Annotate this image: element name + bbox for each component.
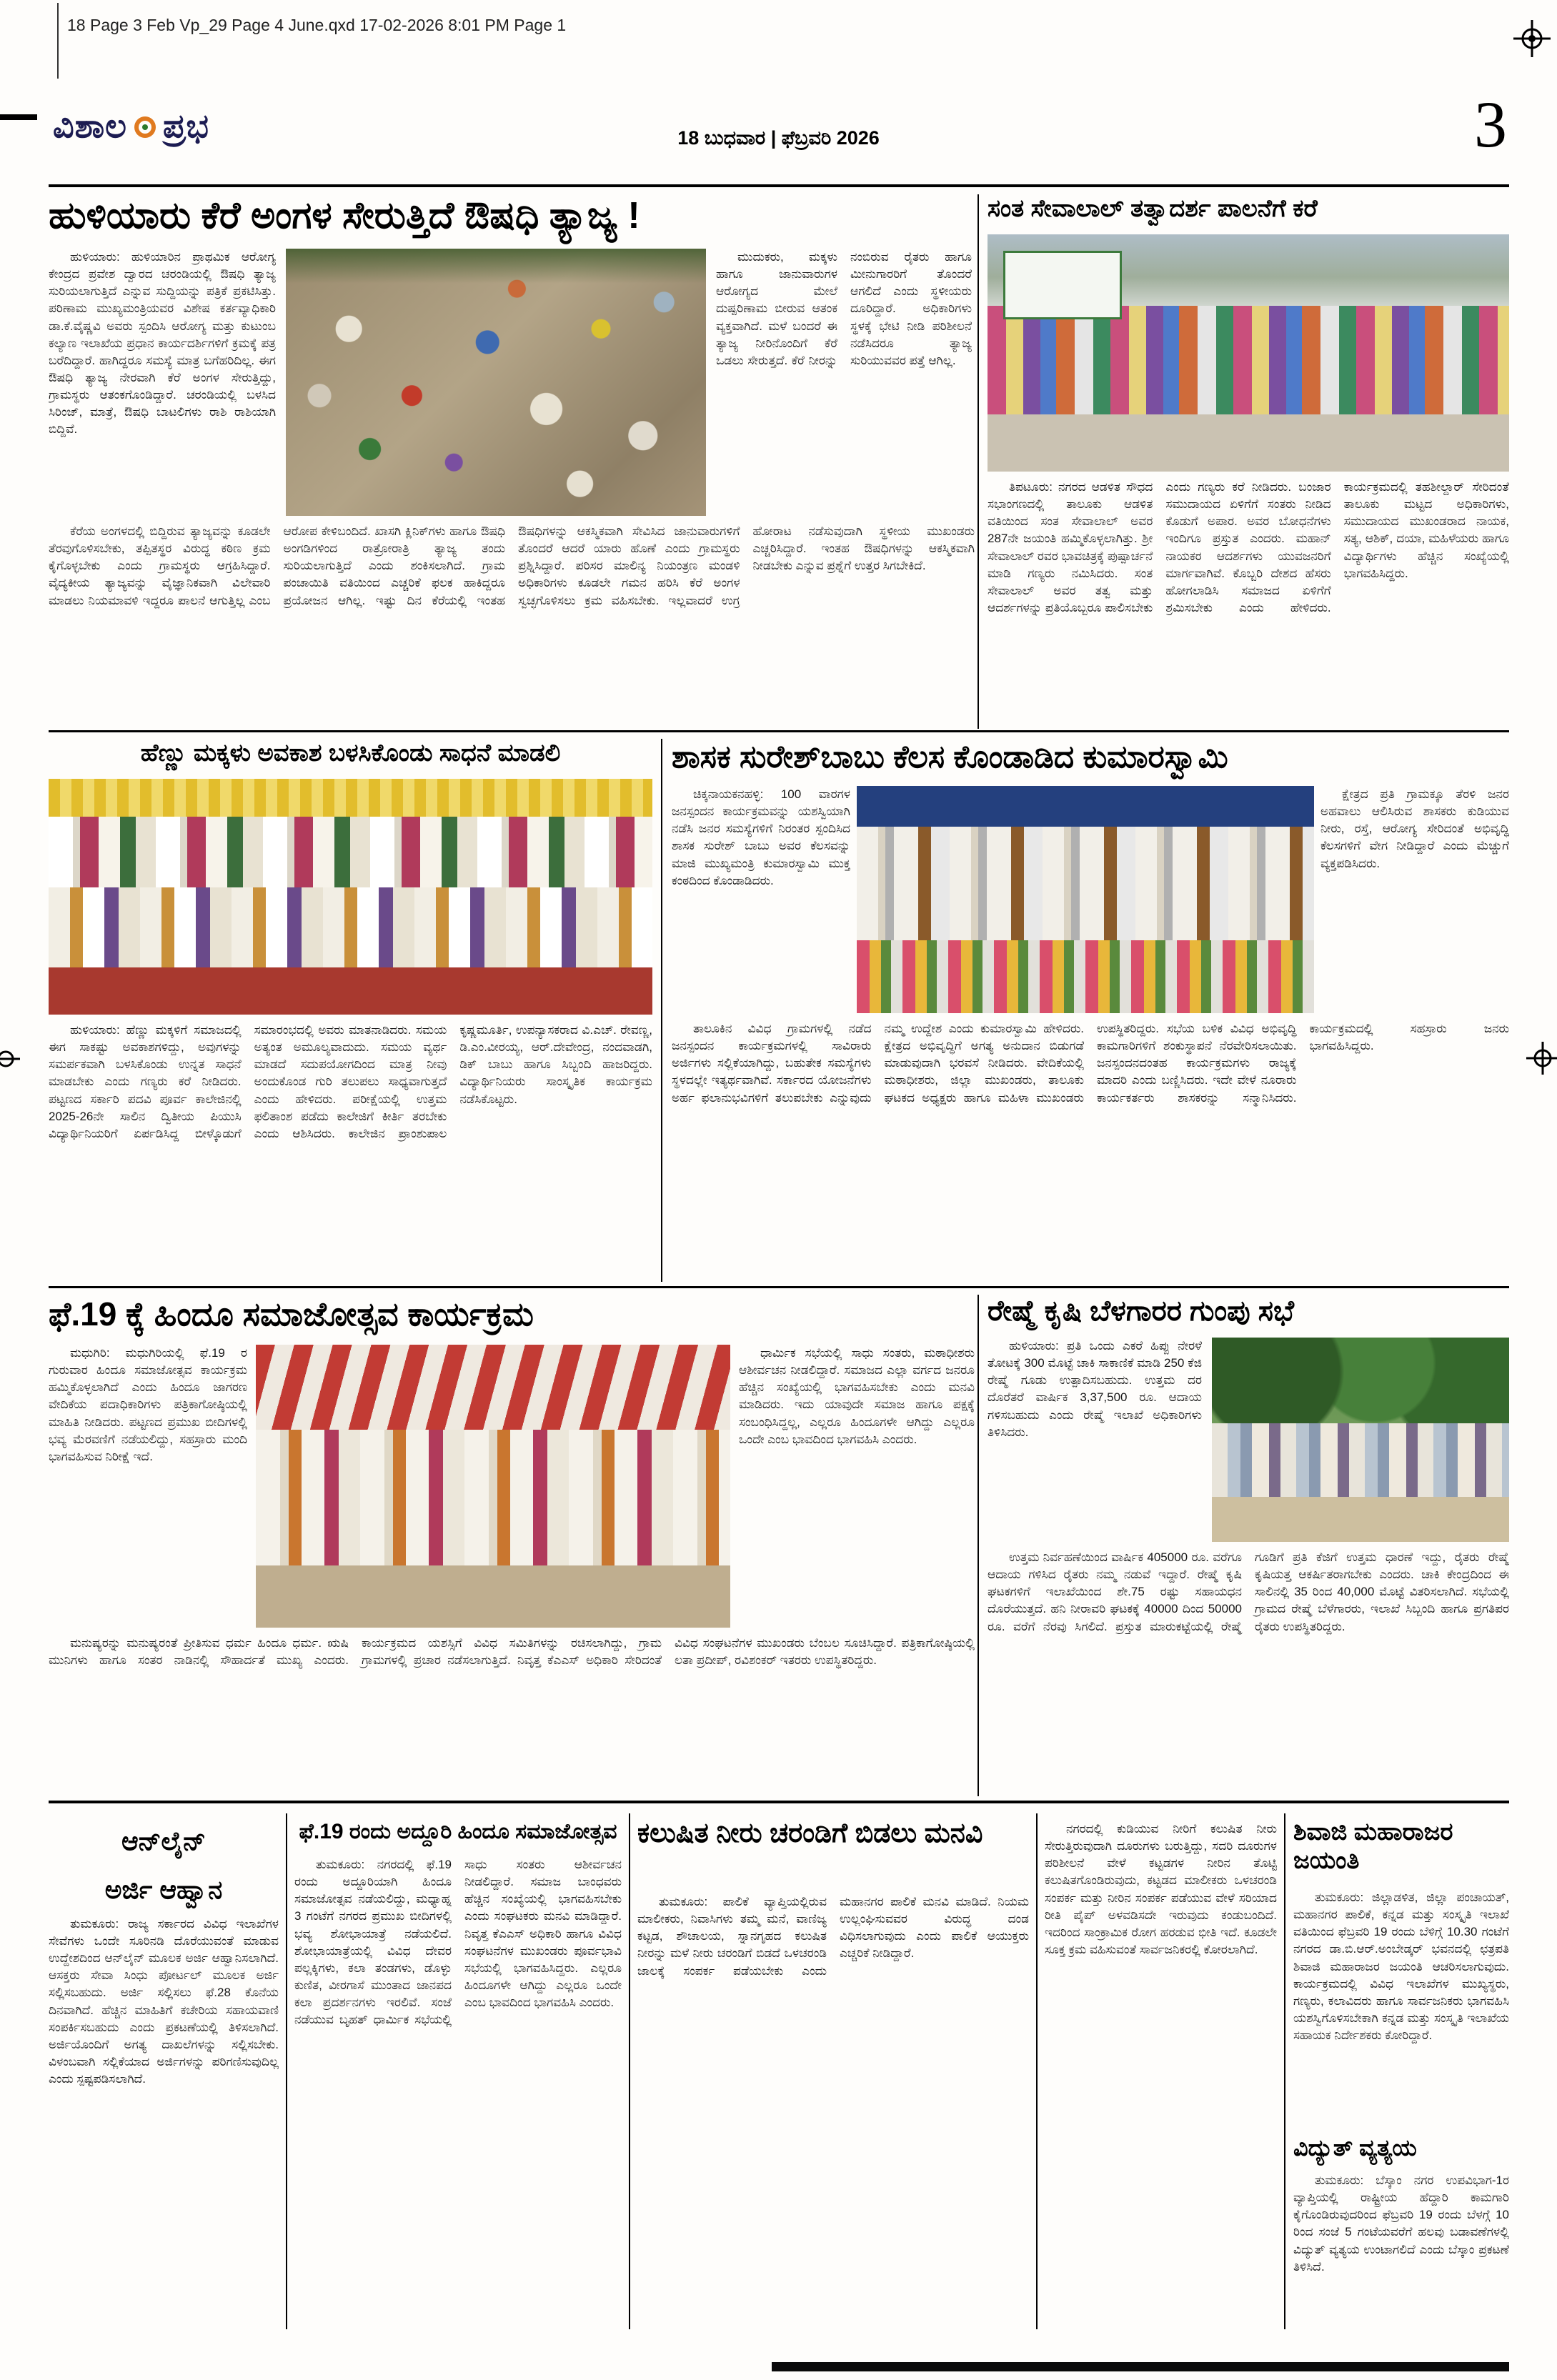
article-body: ತುಮಕೂರು: ಜಿಲ್ಲಾಡಳಿತ, ಜಿಲ್ಲಾ ಪಂಚಾಯತ್, ಮಹಾನಗರ ಪಾಲಿಕೆ, ಕನ್ನಡ ಮತ್ತು ಸಂಸ್ಕೃತಿ ಇಲಾಖೆ ವತಿಯಿಂದ ಫೆಬ್ರವರಿ 19 ರಂದು ಬೆಳಿಗ್ಗೆ 10.30 ಗಂಟೆಗೆ ನಗರದ ಡಾ.ಬಿ.ಆರ್.ಅಂಬೇಡ್ಕರ್ ಭವನದಲ್ಲಿ ಛತ್ರಪತಿ ಶಿವಾಜಿ ಮಹಾರಾಜರ ಜಯಂತಿ ಆಚರಿಸಲಾಗುವುದು. ಕಾರ್ಯಕ್ರಮದಲ್ಲಿ ವಿವಿಧ ಇಲಾಖೆಗಳ ಮುಖ್ಯಸ್ಥರು, ಗಣ್ಯರು, ಕಲಾವಿದರು ಹಾಗೂ ಸಾರ್ವಜನಿಕರು ಭಾಗವಹಿಸಿ ಯಶಸ್ವಿಗೊಳಿಸಬೇಕಾಗಿ ಕನ್ನಡ ಮತ್ತು ಸಂಸ್ಕೃತಿ ಇಲಾಖೆಯ ಸಹಾಯಕ ನಿರ್ದೇಶಕರು ಕೋರಿದ್ದಾರೆ. <box>1293 1891 1509 2042</box>
edition-dateline: 18 ಬುಧವಾರ | ಫೆಬ್ರವರಿ 2026 <box>677 127 880 149</box>
photo-standing-row <box>49 817 652 887</box>
powercut-body: ತುಮಕೂರು: ಬೆಸ್ಕಾಂ ನಗರ ಉಪವಿಭಾಗ-1ರ ವ್ಯಾಪ್ತಿಯಲ್ಲಿ ರಾಷ್ಟ್ರೀಯ ಹೆದ್ದಾರಿ ಕಾಮಗಾರಿ ಕೈಗೊಂಡಿರುವುದರಿಂದ ಫೆಬ್ರವರಿ 19 ರಂದು ಬೆಳಗ್ಗೆ 10 ರಿಂದ ಸಂಜೆ 5 ಗಂಟೆಯವರೆಗೆ ಹಲವು ಬಡಾವಣೆಗಳಲ್ಲಿ ವಿದ್ಯುತ್ ವ್ಯತ್ಯಯ ಉಂಟಾಗಲಿದೆ ಎಂದು ಬೆಸ್ಕಾಂ ಪ್ರಕಟಣೆ ತಿಳಿಸಿದೆ. <box>1293 2174 1509 2274</box>
article-hindu-samajotsava <box>49 1295 975 1795</box>
photo-ground-band <box>988 414 1509 472</box>
left-edge-mark <box>0 114 37 120</box>
article-body: ನಗರದಲ್ಲಿ ಕುಡಿಯುವ ನೀರಿಗೆ ಕಲುಷಿತ ನೀರು ಸೇರುತ್ತಿರುವುದಾಗಿ ದೂರುಗಳು ಬರುತ್ತಿದ್ದು, ಸದರಿ ದೂರುಗಳ ಪರಿಶೀಲನೆ ವೇಳೆ ಕಟ್ಟಡಗಳ ನೀರಿನ ತೊಟ್ಟಿ ಕಲುಷಿತಗೊಂಡಿರುವುದು, ಕಟ್ಟಡದ ಮಾಲೀಕರು ಒಳಚರಂಡಿ ಸಂಪರ್ಕ ಮತ್ತು ನೀರಿನ ಸಂಪರ್ಕ ಪಡೆಯುವ ವೇಳೆ ಸರಿಯಾದ ರೀತಿ ಪೈಪ್ ಅಳವಡಿಸದೇ ಇರುವುದು ಕಂಡುಬಂದಿದೆ. ಇದರಿಂದ ಸಾಂಕ್ರಾಮಿಕ ರೋಗ ಹರಡುವ ಭೀತಿ ಇದೆ. ಕೂಡಲೇ ಸೂಕ್ತ ಕ್ರಮ ವಹಿಸುವಂತೆ ಸಾರ್ವಜನಿಕರಲ್ಲಿ ಕೋರಲಾಗಿದೆ. <box>1045 1822 1277 1956</box>
photo-banner <box>1003 251 1123 319</box>
article-polluted-water-continuation <box>1045 1813 1277 2329</box>
page-number: 3 <box>1474 88 1507 161</box>
article-headline: ಕಲುಷಿತ ನೀರು ಚರಂಡಿಗೆ ಬಿಡಲು ಮನವಿ <box>637 1818 983 1848</box>
article-online-application <box>49 1813 279 2329</box>
article-body: ತಿಪಟೂರು: ನಗರದ ಆಡಳಿತ ಸೌಧದ ಸಭಾಂಗಣದಲ್ಲಿ ತಾಲೂಕು ಆಡಳಿತ ವತಿಯಿಂದ ಸಂತ ಸೇವಾಲಾಲ್ ಅವರ 287ನೇ ಜಯಂತಿ ಹಮ್ಮಿಕೊಳ್ಳಲಾಗಿತ್ತು. ಶ್ರೀ ಸೇವಾಲಾಲ್ ರವರ ಭಾವಚಿತ್ರಕ್ಕೆ ಪುಷ್ಪಾರ್ಚನೆ ಮಾಡಿ ಗಣ್ಯರು ನಮಿಸಿದರು. ಸಂತ ಸೇವಾಲಾಲ್ ಅವರ ತತ್ವ ಮತ್ತು ಆದರ್ಶಗಳನ್ನು ಪ್ರತಿಯೊಬ್ಬರೂ ಪಾಲಿಸಬೇಕು ಎಂದು ಗಣ್ಯರು ಕರೆ ನೀಡಿದರು. ಬಂಜಾರ ಸಮುದಾಯದ ಏಳಿಗೆಗೆ ಸಂತರು ನೀಡಿದ ಕೊಡುಗೆ ಅಪಾರ. ಅವರ ಬೋಧನೆಗಳು ಇಂದಿಗೂ ಪ್ರಸ್ತುತ ಎಂದರು. ಮಹಾನ್ ನಾಯಕರ ಆದರ್ಶಗಳು ಯುವಜನರಿಗೆ ಮಾರ್ಗವಾಗಿವೆ. ಕೊಬ್ಬರಿ ದೇಶದ ಹೆಸರು ಹೋಗಲಾಡಿಸಿ ಸಮಾಜದ ಏಳಿಗೆಗೆ ಶ್ರಮಿಸಬೇಕು ಎಂದು ಹೇಳಿದರು. ಕಾರ್ಯಕ್ರಮದಲ್ಲಿ ತಹಶೀಲ್ದಾರ್ ಸೇರಿದಂತೆ ತಾಲೂಕು ಮಟ್ಟದ ಅಧಿಕಾರಿಗಳು, ಸಮುದಾಯದ ಮುಖಂಡರಾದ ನಾಯಕ, ಸತ್ಯ, ಆಶಿಕ್, ದಯಾ, ಮಹಿಳೆಯರು ಹಾಗೂ ವಿದ್ಯಾರ್ಥಿಗಳು ಹೆಚ್ಚಿನ ಸಂಖ್ಯೆಯಲ್ಲಿ ಭಾಗವಹಿಸಿದ್ದರು. <box>988 480 1509 614</box>
masthead-rule <box>49 184 1509 187</box>
article-girls-achievement <box>49 739 652 1280</box>
photo-tree-foliage <box>1212 1338 1509 1423</box>
logo-text-right: ಪ್ರಭ <box>162 108 209 144</box>
section-rule <box>49 1286 1509 1288</box>
article-body-column: ಮುದುಕರು, ಮಕ್ಕಳು ಹಾಗೂ ಜಾನುವಾರುಗಳ ಆರೋಗ್ಯದ ಮೇಲೆ ದುಷ್ಪರಿಣಾಮ ಬೀರುವ ಆತಂಕ ವ್ಯಕ್ತವಾಗಿದೆ. ಮಳೆ ಬಂದರೆ ಈ ತ್ಯಾಜ್ಯ ನೀರಿನೊಂದಿಗೆ ಕೆರೆ ಒಡಲು ಸೇರುತ್ತದೆ. ಕೆರೆ ನೀರನ್ನು ನಂಬಿರುವ ರೈತರು ಹಾಗೂ ಮೀನುಗಾರರಿಗೆ ತೊಂದರೆ ಆಗಲಿದೆ ಎಂದು ಸ್ಥಳೀಯರು ದೂರಿದ್ದಾರೆ. ಅಧಿಕಾರಿಗಳು ಸ್ಥಳಕ್ಕೆ ಭೇಟಿ ನೀಡಿ ಪರಿಶೀಲನೆ ನಡೆಸಿದರೂ ತ್ಯಾಜ್ಯ ಸುರಿಯುವವರ ಪತ್ತೆ ಆಗಿಲ್ಲ. <box>716 250 972 367</box>
article-sevalal-jayanti <box>988 194 1509 729</box>
section-rule <box>49 1801 1509 1803</box>
powercut-headline: ವಿದ್ಯುತ್ ವ್ಯತ್ಯಯ <box>1293 2135 1417 2161</box>
photo-floor-band <box>256 1565 730 1628</box>
article-sericulture-meeting <box>988 1295 1509 1795</box>
article-headline: ಹೆಣ್ಣು ಮಕ್ಕಳು ಅವಕಾಶ ಬಳಸಿಕೊಂಡು ಸಾಧನೆ ಮಾಡಲಿ <box>140 740 561 767</box>
article-body-column: ಕ್ಷೇತ್ರದ ಪ್ರತಿ ಗ್ರಾಮಕ್ಕೂ ತೆರಳಿ ಜನರ ಅಹವಾಲು ಆಲಿಸಿರುವ ಶಾಸಕರು ಕುಡಿಯುವ ನೀರು, ರಸ್ತೆ, ಆರೋಗ್ಯ ಸೇರಿದಂತೆ ಅಭಿವೃದ್ಧಿ ಕೆಲಸಗಳಿಗೆ ವೇಗ ನೀಡಿದ್ದಾರೆ ಎಂದು ಮೆಚ್ಚುಗೆ ವ್ಯಕ್ತಪಡಿಸಿದರು. <box>1320 787 1509 870</box>
photo-flower-bed <box>857 940 1314 1013</box>
photo-crowd-band <box>988 306 1509 415</box>
article-body-column: ಹುಳಿಯಾರು: ಪ್ರತಿ ಒಂದು ಎಕರೆ ಹಿಪ್ಪು ನೇರಳೆ ತೋಟಕ್ಕೆ 300 ಮೊಟ್ಟೆ ಚಾಕಿ ಸಾಕಾಣಿಕೆ ಮಾಡಿ 250 ಕೆಜಿ ರೇಷ್ಮೆ ಗೂಡು ಉತ್ಪಾದಿಸಬಹುದು. ಉತ್ತಮ ದರ ದೊರೆತರೆ ವಾರ್ಷಿಕ 3,37,500 ರೂ. ಆದಾಯ ಗಳಿಸಬಹುದು ಎಂದು ರೇಷ್ಮೆ ಇಲಾಖೆ ಅಧಿಕಾರಿಗಳು ತಿಳಿಸಿದರು. <box>988 1339 1202 1439</box>
article-headline: ಸಂತ ಸೇವಾಲಾಲ್ ತತ್ವಾದರ್ಶ ಪಾಲನೆಗೆ ಕರೆ <box>988 195 1318 222</box>
article-body: ತುಮಕೂರು: ನಗರದಲ್ಲಿ ಫೆ.19 ರಂದು ಅದ್ದೂರಿಯಾಗಿ ಹಿಂದೂ ಸಮಾಜೋತ್ಸವ ನಡೆಯಲಿದ್ದು, ಮಧ್ಯಾಹ್ನ 3 ಗಂಟೆಗೆ ನಗರದ ಪ್ರಮುಖ ಬೀದಿಗಳಲ್ಲಿ ಭವ್ಯ ಶೋಭಾಯಾತ್ರೆ ನಡೆಯಲಿದೆ. ಶೋಭಾಯಾತ್ರೆಯಲ್ಲಿ ವಿವಿಧ ದೇವರ ಪಲ್ಲಕ್ಕಿಗಳು, ಕಲಾ ತಂಡಗಳು, ಡೊಳ್ಳು ಕುಣಿತ, ವೀರಗಾಸೆ ಮುಂತಾದ ಜಾನಪದ ಕಲಾ ಪ್ರದರ್ಶನಗಳು ಇರಲಿವೆ. ಸಂಜೆ ನಡೆಯುವ ಬೃಹತ್ ಧಾರ್ಮಿಕ ಸಭೆಯಲ್ಲಿ ಸಾಧು ಸಂತರು ಆಶೀರ್ವಚನ ನೀಡಲಿದ್ದಾರೆ. ಸಮಾಜ ಬಾಂಧವರು ಹೆಚ್ಚಿನ ಸಂಖ್ಯೆಯಲ್ಲಿ ಭಾಗವಹಿಸಬೇಕು ಎಂದು ಸಂಘಟಕರು ಮನವಿ ಮಾಡಿದ್ದಾರೆ. ನಿವೃತ್ತ ಕೆಎಎಸ್ ಅಧಿಕಾರಿ ಹಾಗೂ ವಿವಿಧ ಸಂಘಟನೆಗಳ ಮುಖಂಡರು ಪೂರ್ವಭಾವಿ ಸಭೆಯಲ್ಲಿ ಭಾಗವಹಿಸಿದ್ದರು. ಎಲ್ಲರೂ ಹಿಂದೂಗಳೇ ಆಗಿದ್ದು ಎಲ್ಲರೂ ಒಂದೇ ಎಂಬ ಭಾವದಿಂದ ಭಾಗವಹಿಸಿ ಎಂದರು. <box>294 1858 622 2027</box>
article-body-bottom: ತಾಲೂಕಿನ ವಿವಿಧ ಗ್ರಾಮಗಳಲ್ಲಿ ನಡೆದ ಜನಸ್ಪಂದನ ಕಾರ್ಯಕ್ರಮಗಳಲ್ಲಿ ಸಾವಿರಾರು ಅರ್ಜಿಗಳು ಸಲ್ಲಿಕೆಯಾಗಿದ್ದು, ಬಹುತೇಕ ಸಮಸ್ಯೆಗಳು ಸ್ಥಳದಲ್ಲೇ ಇತ್ಯರ್ಥವಾಗಿವೆ. ಸರ್ಕಾರದ ಯೋಜನೆಗಳು ಅರ್ಹ ಫಲಾನುಭವಿಗಳಿಗೆ ತಲುಪಬೇಕು ಎನ್ನುವುದು ನಮ್ಮ ಉದ್ದೇಶ ಎಂದು ಕುಮಾರಸ್ವಾಮಿ ಹೇಳಿದರು. ಕ್ಷೇತ್ರದ ಅಭಿವೃದ್ಧಿಗೆ ಅಗತ್ಯ ಅನುದಾನ ಬಿಡುಗಡೆ ಮಾಡುವುದಾಗಿ ಭರವಸೆ ನೀಡಿದರು. ವೇದಿಕೆಯಲ್ಲಿ ಮಠಾಧೀಶರು, ಜಿಲ್ಲಾ ಮುಖಂಡರು, ತಾಲೂಕು ಘಟಕದ ಅಧ್ಯಕ್ಷರು ಹಾಗೂ ಮಹಿಳಾ ಮುಖಂಡರು ಉಪಸ್ಥಿತರಿದ್ದರು. ಸಭೆಯ ಬಳಿಕ ವಿವಿಧ ಅಭಿವೃದ್ಧಿ ಕಾಮಗಾರಿಗಳಿಗೆ ಶಂಕುಸ್ಥಾಪನೆ ನೆರವೇರಿಸಲಾಯಿತು. ಜನಸ್ಪಂದನದಂತಹ ಕಾರ್ಯಕ್ರಮಗಳು ರಾಜ್ಯಕ್ಕೆ ಮಾದರಿ ಎಂದು ಬಣ್ಣಿಸಿದರು. ಇದೇ ವೇಳೆ ನೂರಾರು ಕಾರ್ಯಕರ್ತರು ಶಾಸಕರನ್ನು ಸನ್ಮಾನಿಸಿದರು. ಕಾರ್ಯಕ್ರಮದಲ್ಲಿ ಸಹಸ್ರಾರು ಜನರು ಭಾಗವಹಿಸಿದ್ದರು. <box>672 1022 1509 1105</box>
print-crop-tick <box>57 3 59 79</box>
article-headline: ಶಿವಾಜಿ ಮಹಾರಾಜರ ಜಯಂತಿ <box>1293 1818 1453 1875</box>
photo-seated-farmers <box>1212 1423 1509 1497</box>
article-headline: ಫೆ.19 ಕ್ಕೆ ಹಿಂದೂ ಸಮಾಜೋತ್ಸವ ಕಾರ್ಯಕ್ರಮ <box>49 1295 534 1333</box>
registration-mark-left <box>0 1045 20 1073</box>
article-feb19-samajotsava <box>294 1813 622 2329</box>
photo-ground-band <box>1212 1497 1509 1542</box>
article-headline: ರೇಷ್ಮೆ ಕೃಷಿ ಬೆಳಗಾರರ ಗುಂಪು ಸಭೆ <box>988 1295 1294 1327</box>
article-headline: ಹುಳಿಯಾರು ಕೆರೆ ಅಂಗಳ ಸೇರುತ್ತಿದೆ ಔಷಧಿ ತ್ಯಾಜ್ಯ ! <box>49 195 640 236</box>
article-shivaji-jayanti <box>1293 1813 1509 2329</box>
article-headline: ಫೆ.19 ರಂದು ಅದ್ದೂರಿ ಹಿಂದೂ ಸಮಾಜೋತ್ಸವ <box>299 1820 617 1843</box>
article-mla-praised <box>672 739 1509 1280</box>
registration-mark-top-right <box>1513 20 1551 57</box>
article-body: ಹುಳಿಯಾರು: ಹೆಣ್ಣು ಮಕ್ಕಳಿಗೆ ಸಮಾಜದಲ್ಲಿ ಈಗ ಸಾಕಷ್ಟು ಅವಕಾಶಗಳಿದ್ದು, ಅವುಗಳನ್ನು ಸಮರ್ಪಕವಾಗಿ ಬಳಸಿಕೊಂಡು ಉನ್ನತ ಸಾಧನೆ ಮಾಡಬೇಕು ಎಂದು ಗಣ್ಯರು ಕರೆ ನೀಡಿದರು. ಪಟ್ಟಣದ ಸರ್ಕಾರಿ ಪದವಿ ಪೂರ್ವ ಕಾಲೇಜಿನಲ್ಲಿ 2025-26ನೇ ಸಾಲಿನ ದ್ವಿತೀಯ ಪಿಯುಸಿ ವಿದ್ಯಾರ್ಥಿನಿಯರಿಗೆ ಏರ್ಪಡಿಸಿದ್ದ ಬೀಳ್ಕೊಡುಗೆ ಸಮಾರಂಭದಲ್ಲಿ ಅವರು ಮಾತನಾಡಿದರು. ಸಮಯ ಅತ್ಯಂತ ಅಮೂಲ್ಯವಾದುದು. ಸಮಯ ವ್ಯರ್ಥ ಮಾಡದೆ ಸದುಪಯೋಗದಿಂದ ಮಾತ್ರ ನೀವು ಅಂದುಕೊಂಡ ಗುರಿ ತಲುಪಲು ಸಾಧ್ಯವಾಗುತ್ತದೆ ಎಂದು ಹೇಳಿದರು. ಪರೀಕ್ಷೆಯಲ್ಲಿ ಉತ್ತಮ ಫಲಿತಾಂಶ ಪಡೆದು ಕಾಲೇಜಿಗೆ ಕೀರ್ತಿ ತರಬೇಕು ಎಂದು ಆಶಿಸಿದರು. ಕಾಲೇಜಿನ ಪ್ರಾಂಶುಪಾಲ ಕೃಷ್ಣಮೂರ್ತಿ, ಉಪನ್ಯಾಸಕರಾದ ವಿ.ಎಚ್. ರೇವಣ್ಣ, ಡಿ.ಎಂ.ವೀರಯ್ಯ, ಆರ್.ದೇವೇಂದ್ರ, ನಂದವಾಡಗಿ, ಡಿಕ್ ಬಾಬು ಹಾಗೂ ಸಿಬ್ಬಂದಿ ಹಾಜರಿದ್ದರು. ವಿದ್ಯಾರ್ಥಿನಿಯರು ಸಾಂಸ್ಕೃತಿಕ ಕಾರ್ಯಕ್ರಮ ನಡೆಸಿಕೊಟ್ಟರು. <box>49 1023 652 1140</box>
photo-hindu-samajotsava-meeting <box>256 1345 730 1628</box>
article-body-bottom: ಕೆರೆಯ ಅಂಗಳದಲ್ಲಿ ಬಿದ್ದಿರುವ ತ್ಯಾಜ್ಯವನ್ನು ಕೂಡಲೇ ತೆರವುಗೊಳಿಸಬೇಕು, ತಪ್ಪಿತಸ್ಥರ ವಿರುದ್ಧ ಕಠಿಣ ಕ್ರಮ ಕೈಗೊಳ್ಳಬೇಕು ಎಂದು ಗ್ರಾಮಸ್ಥರು ಆಗ್ರಹಿಸಿದ್ದಾರೆ. ವೈದ್ಯಕೀಯ ತ್ಯಾಜ್ಯವನ್ನು ವೈಜ್ಞಾನಿಕವಾಗಿ ವಿಲೇವಾರಿ ಮಾಡಲು ನಿಯಮಾವಳಿ ಇದ್ದರೂ ಪಾಲನೆ ಆಗುತ್ತಿಲ್ಲ ಎಂಬ ಆರೋಪ ಕೇಳಿಬಂದಿದೆ. ಖಾಸಗಿ ಕ್ಲಿನಿಕ್‌ಗಳು ಹಾಗೂ ಔಷಧಿ ಅಂಗಡಿಗಳಿಂದ ರಾತ್ರೋರಾತ್ರಿ ತ್ಯಾಜ್ಯ ತಂದು ಸುರಿಯಲಾಗುತ್ತಿದೆ ಎಂದು ಶಂಕಿಸಲಾಗಿದೆ. ಗ್ರಾಮ ಪಂಚಾಯಿತಿ ವತಿಯಿಂದ ಎಚ್ಚರಿಕೆ ಫಲಕ ಹಾಕಿದ್ದರೂ ಪ್ರಯೋಜನ ಆಗಿಲ್ಲ. ಇಷ್ಟು ದಿನ ಕೆರೆಯಲ್ಲಿ ಇಂತಹ ಔಷಧಿಗಳನ್ನು ಆಕಸ್ಮಿಕವಾಗಿ ಸೇವಿಸಿದ ಜಾನುವಾರುಗಳಿಗೆ ತೊಂದರೆ ಆದರೆ ಯಾರು ಹೊಣೆ ಎಂದು ಗ್ರಾಮಸ್ಥರು ಪ್ರಶ್ನಿಸಿದ್ದಾರೆ. ಪರಿಸರ ಮಾಲಿನ್ಯ ನಿಯಂತ್ರಣ ಮಂಡಳಿ ಅಧಿಕಾರಿಗಳು ಕೂಡಲೇ ಗಮನ ಹರಿಸಿ ಕೆರೆ ಅಂಗಳ ಸ್ವಚ್ಛಗೊಳಿಸಲು ಕ್ರಮ ವಹಿಸಬೇಕು. ಇಲ್ಲವಾದರೆ ಉಗ್ರ ಹೋರಾಟ ನಡೆಸುವುದಾಗಿ ಸ್ಥಳೀಯ ಮುಖಂಡರು ಎಚ್ಚರಿಸಿದ್ದಾರೆ. ಇಂತಹ ಔಷಧಿಗಳನ್ನು ಆಕಸ್ಮಿಕವಾಗಿ ನೀಡಬೇಕು ಎನ್ನುವ ಪ್ರಶ್ನೆಗೆ ಉತ್ತರ ಸಿಗಬೇಕಿದೆ. <box>49 524 975 607</box>
section-rule <box>49 730 1509 732</box>
column-divider <box>978 1295 979 1796</box>
article-medicine-waste <box>49 194 975 729</box>
column-divider <box>661 739 662 1282</box>
photo-striped-canopy <box>256 1345 730 1430</box>
photo-flower-garland-band <box>49 779 652 817</box>
logo-text-left: ವಿಶಾಲ <box>53 108 127 144</box>
photo-dignitaries-band <box>857 827 1314 940</box>
photo-sericulture-meeting <box>1212 1338 1509 1542</box>
column-divider <box>1036 1813 1038 2329</box>
photo-group-band <box>256 1430 730 1565</box>
photo-medicine-waste <box>286 249 706 516</box>
article-body: ತುಮಕೂರು: ರಾಜ್ಯ ಸರ್ಕಾರದ ವಿವಿಧ ಇಲಾಖೆಗಳ ಸೇವೆಗಳು ಒಂದೇ ಸೂರಿನಡಿ ದೊರೆಯುವಂತೆ ಮಾಡುವ ಉದ್ದೇಶದಿಂದ ಆನ್‌ಲೈನ್ ಮೂಲಕ ಅರ್ಜಿ ಆಹ್ವಾನಿಸಲಾಗಿದೆ. ಆಸಕ್ತರು ಸೇವಾ ಸಿಂಧು ಪೋರ್ಟಲ್ ಮೂಲಕ ಅರ್ಜಿ ಸಲ್ಲಿಸಬಹುದು. ಅರ್ಜಿ ಸಲ್ಲಿಸಲು ಫೆ.28 ಕೊನೆಯ ದಿನವಾಗಿದೆ. ಹೆಚ್ಚಿನ ಮಾಹಿತಿಗೆ ಕಚೇರಿಯ ಸಹಾಯವಾಣಿ ಸಂಪರ್ಕಿಸಬಹುದು ಎಂದು ಪ್ರಕಟಣೆಯಲ್ಲಿ ತಿಳಿಸಲಾಗಿದೆ. ಅರ್ಜಿಯೊಂದಿಗೆ ಅಗತ್ಯ ದಾಖಲೆಗಳನ್ನು ಸಲ್ಲಿಸಬೇಕು. ವಿಳಂಬವಾಗಿ ಸಲ್ಲಿಕೆಯಾದ ಅರ್ಜಿಗಳನ್ನು ಪರಿಗಣಿಸುವುದಿಲ್ಲ ಎಂದು ಸ್ಪಷ್ಟಪಡಿಸಲಾಗಿದೆ. <box>49 1916 279 2086</box>
article-body: ತುಮಕೂರು: ಪಾಲಿಕೆ ವ್ಯಾಪ್ತಿಯಲ್ಲಿರುವ ಮಾಲೀಕರು, ನಿವಾಸಿಗಳು ತಮ್ಮ ಮನೆ, ವಾಣಿಜ್ಯ ಕಟ್ಟಡ, ಶೌಚಾಲಯ, ಸ್ನಾನಗೃಹದ ಕಲುಷಿತ ನೀರನ್ನು ಮಳೆ ನೀರು ಚರಂಡಿಗೆ ಬಿಡದೆ ಒಳಚರಂಡಿ ಜಾಲಕ್ಕೆ ಸಂಪರ್ಕ ಪಡೆಯಬೇಕು ಎಂದು ಮಹಾನಗರ ಪಾಲಿಕೆ ಮನವಿ ಮಾಡಿದೆ. ನಿಯಮ ಉಲ್ಲಂಘಿಸುವವರ ವಿರುದ್ಧ ದಂಡ ವಿಧಿಸಲಾಗುವುದು ಎಂದು ಪಾಲಿಕೆ ಆಯುಕ್ತರು ಎಚ್ಚರಿಕೆ ನೀಡಿದ್ದಾರೆ. <box>637 1895 1029 1978</box>
column-divider <box>978 194 979 729</box>
photo-college-farewell <box>49 779 652 1015</box>
article-body-bottom: ಉತ್ತಮ ನಿರ್ವಹಣೆಯಿಂದ ವಾರ್ಷಿಕ 405000 ರೂ. ವರೆಗೂ ಆದಾಯ ಗಳಿಸಿದ ರೈತರು ನಮ್ಮ ನಡುವೆ ಇದ್ದಾರೆ. ರೇಷ್ಮೆ ಕೃಷಿ ಘಟಕಗಳಿಗೆ ಇಲಾಖೆಯಿಂದ ಶೇ.75 ರಷ್ಟು ಸಹಾಯಧನ ದೊರೆಯುತ್ತದೆ. ಹನಿ ನೀರಾವರಿ ಘಟಕಕ್ಕೆ 40000 ದಿಂದ 50000 ರೂ. ವರೆಗೆ ನೆರವು ಸಿಗಲಿದೆ. ಪ್ರಸ್ತುತ ಮಾರುಕಟ್ಟೆಯಲ್ಲಿ ರೇಷ್ಮೆ ಗೂಡಿಗೆ ಪ್ರತಿ ಕೆಜಿಗೆ ಉತ್ತಮ ಧಾರಣೆ ಇದ್ದು, ರೈತರು ರೇಷ್ಮೆ ಕೃಷಿಯತ್ತ ಆಕರ್ಷಿತರಾಗಬೇಕು ಎಂದರು. ಚಾಕಿ ಕೇಂದ್ರದಿಂದ ಈ ಸಾಲಿನಲ್ಲಿ 35 ರಿಂದ 40,000 ಮೊಟ್ಟೆ ವಿತರಿಸಲಾಗಿದೆ. ಸಭೆಯಲ್ಲಿ ಗ್ರಾಮದ ರೇಷ್ಮೆ ಬೆಳೆಗಾರರು, ಇಲಾಖೆ ಸಿಬ್ಬಂದಿ ಹಾಗೂ ಪ್ರಗತಿಪರ ರೈತರು ಉಪಸ್ಥಿತರಿದ್ದರು. <box>988 1550 1509 1633</box>
print-slug-line: 18 Page 3 Feb Vp_29 Page 4 June.qxd 17-02-2026 8:01 PM Page 1 <box>67 16 567 34</box>
photo-seated-row <box>49 887 652 967</box>
column-divider <box>1284 1813 1285 2329</box>
column-divider <box>629 1813 630 2329</box>
registration-mark-right <box>1526 1042 1557 1075</box>
article-headline: ಶಾಸಕ ಸುರೇಶ್‌ಬಾಬು ಕೆಲಸ ಕೊಂಡಾಡಿದ ಕುಮಾರಸ್ವಾಮಿ <box>672 740 1228 775</box>
photo-janaspandana-stage <box>857 786 1314 1013</box>
article-headline-line2: ಅರ್ಜಿ ಆಹ್ವಾನ <box>104 1875 223 1905</box>
article-body-column: ಹುಳಿಯಾರು: ಹುಳಿಯಾರಿನ ಪ್ರಾಥಮಿಕ ಆರೋಗ್ಯ ಕೇಂದ್ರದ ಪ್ರವೇಶ ದ್ವಾರದ ಚರಂಡಿಯಲ್ಲಿ ಔಷಧಿ ತ್ಯಾಜ್ಯ ಸುರಿಯಲಾಗುತ್ತಿದೆ ಎನ್ನುವ ಸುದ್ದಿಯನ್ನು ಪತ್ರಿಕೆ ಪ್ರಕಟಿಸಿತ್ತು. ಪರಿಣಾಮ ಮುಖ್ಯಮಂತ್ರಿಯವರ ವಿಶೇಷ ಕರ್ತವ್ಯಾಧಿಕಾರಿ ಡಾ.ಕೆ.ವೈಷ್ಣವಿ ಅವರು ಸ್ಪಂದಿಸಿ ಆರೋಗ್ಯ ಮತ್ತು ಕುಟುಂಬ ಕಲ್ಯಾಣ ಇಲಾಖೆಯ ಪ್ರಧಾನ ಕಾರ್ಯದರ್ಶಿಗಳಿಗೆ ಕ್ರಮಕ್ಕೆ ಪತ್ರ ಬರೆದಿದ್ದಾರೆ. ಹಾಗಿದ್ದರೂ ಸಮಸ್ಯೆ ಮಾತ್ರ ಬಗೆಹರಿದಿಲ್ಲ. ಈಗ ಔಷಧಿ ತ್ಯಾಜ್ಯ ನೇರವಾಗಿ ಕೆರೆ ಅಂಗಳ ಸೇರುತ್ತಿದ್ದು, ಗ್ರಾಮಸ್ಥರು ಆತಂಕಗೊಂಡಿದ್ದಾರೆ. ಚರಂಡಿಯಲ್ಲಿ ಬಳಸಿದ ಸಿರಿಂಜ್, ಮಾತ್ರೆ, ಔಷಧಿ ಬಾಟಲಿಗಳು ರಾಶಿ ರಾಶಿಯಾಗಿ ಬಿದ್ದಿವೆ. <box>49 250 276 437</box>
article-body-column: ಚಿಕ್ಕನಾಯಕನಹಳ್ಳಿ: 100 ವಾರಗಳ ಜನಸ್ಪಂದನ ಕಾರ್ಯಕ್ರಮವನ್ನು ಯಶಸ್ವಿಯಾಗಿ ನಡೆಸಿ ಜನರ ಸಮಸ್ಯೆಗಳಿಗೆ ನಿರಂತರ ಸ್ಪಂದಿಸಿದ ಶಾಸಕ ಸುರೇಶ್ ಬಾಬು ಅವರ ಕೆಲಸವನ್ನು ಮಾಜಿ ಮುಖ್ಯಮಂತ್ರಿ ಕುಮಾರಸ್ವಾಮಿ ಮುಕ್ತ ಕಂಠದಿಂದ ಕೊಂಡಾಡಿದರು. <box>672 787 850 887</box>
article-headline-line1: ಆನ್‌ಲೈನ್ <box>121 1826 206 1856</box>
article-body-bottom: ಮನುಷ್ಯರನ್ನು ಮನುಷ್ಯರಂತೆ ಪ್ರೀತಿಸುವ ಧರ್ಮ ಹಿಂದೂ ಧರ್ಮ. ಋಷಿ ಮುನಿಗಳು ಹಾಗೂ ಸಂತರ ನಾಡಿನಲ್ಲಿ ಸೌಹಾರ್ದತೆ ಮುಖ್ಯ ಎಂದರು. ಕಾರ್ಯಕ್ರಮದ ಯಶಸ್ಸಿಗೆ ವಿವಿಧ ಸಮಿತಿಗಳನ್ನು ರಚಿಸಲಾಗಿದ್ದು, ಗ್ರಾಮ ಗ್ರಾಮಗಳಲ್ಲಿ ಪ್ರಚಾರ ನಡೆಸಲಾಗುತ್ತಿದೆ. ನಿವೃತ್ತ ಕೆಎಎಸ್ ಅಧಿಕಾರಿ ಸೇರಿದಂತೆ ವಿವಿಧ ಸಂಘಟನೆಗಳ ಮುಖಂಡರು ಬೆಂಬಲ ಸೂಚಿಸಿದ್ದಾರೆ. ಪತ್ರಿಕಾಗೋಷ್ಠಿಯಲ್ಲಿ ಲತಾ ಪ್ರದೀಪ್, ರವಿಶಂಕರ್ ಇತರರು ಉಪಸ್ಥಿತರಿದ್ದರು. <box>49 1636 975 1668</box>
article-body-column: ಧಾರ್ಮಿಕ ಸಭೆಯಲ್ಲಿ ಸಾಧು ಸಂತರು, ಮಠಾಧೀಶರು ಆಶೀರ್ವಚನ ನೀಡಲಿದ್ದಾರೆ. ಸಮಾಜದ ಎಲ್ಲಾ ವರ್ಗದ ಜನರೂ ಹೆಚ್ಚಿನ ಸಂಖ್ಯೆಯಲ್ಲಿ ಭಾಗವಹಿಸಬೇಕು ಎಂದು ಮನವಿ ಮಾಡಿದರು. ಇದು ಯಾವುದೇ ಸಮಾಜ ಹಾಗೂ ಪಕ್ಷಕ್ಕೆ ಸಂಬಂಧಿಸಿದ್ದಲ್ಲ, ಎಲ್ಲರೂ ಹಿಂದೂಗಳೇ ಆಗಿದ್ದು ಎಲ್ಲರೂ ಒಂದೇ ಎಂಬ ಭಾವದಿಂದ ಭಾಗವಹಿಸಿ ಎಂದರು. <box>739 1346 975 1446</box>
photo-stage-banner <box>857 786 1314 827</box>
bottom-scan-bar <box>772 2362 1509 2371</box>
photo-carpet-band <box>49 967 652 1015</box>
photo-sevalal-jayanti <box>988 234 1509 472</box>
column-divider <box>286 1813 287 2329</box>
article-polluted-water-appeal <box>637 1813 1029 2329</box>
article-body-column: ಮಧುಗಿರಿ: ಮಧುಗಿರಿಯಲ್ಲಿ ಫೆ.19 ರ ಗುರುವಾರ ಹಿಂದೂ ಸಮಾಜೋತ್ಸವ ಕಾರ್ಯಕ್ರಮ ಹಮ್ಮಿಕೊಳ್ಳಲಾಗಿದೆ ಎಂದು ಹಿಂದೂ ಜಾಗರಣ ವೇದಿಕೆಯ ಪದಾಧಿಕಾರಿಗಳು ಪತ್ರಿಕಾಗೋಷ್ಠಿಯಲ್ಲಿ ಮಾಹಿತಿ ನೀಡಿದರು. ಪಟ್ಟಣದ ಪ್ರಮುಖ ಬೀದಿಗಳಲ್ಲಿ ಭವ್ಯ ಮೆರವಣಿಗೆ ನಡೆಯಲಿದ್ದು, ಸಹಸ್ರಾರು ಮಂದಿ ಭಾಗವಹಿಸುವ ನಿರೀಕ್ಷೆ ಇದೆ. <box>49 1346 247 1463</box>
